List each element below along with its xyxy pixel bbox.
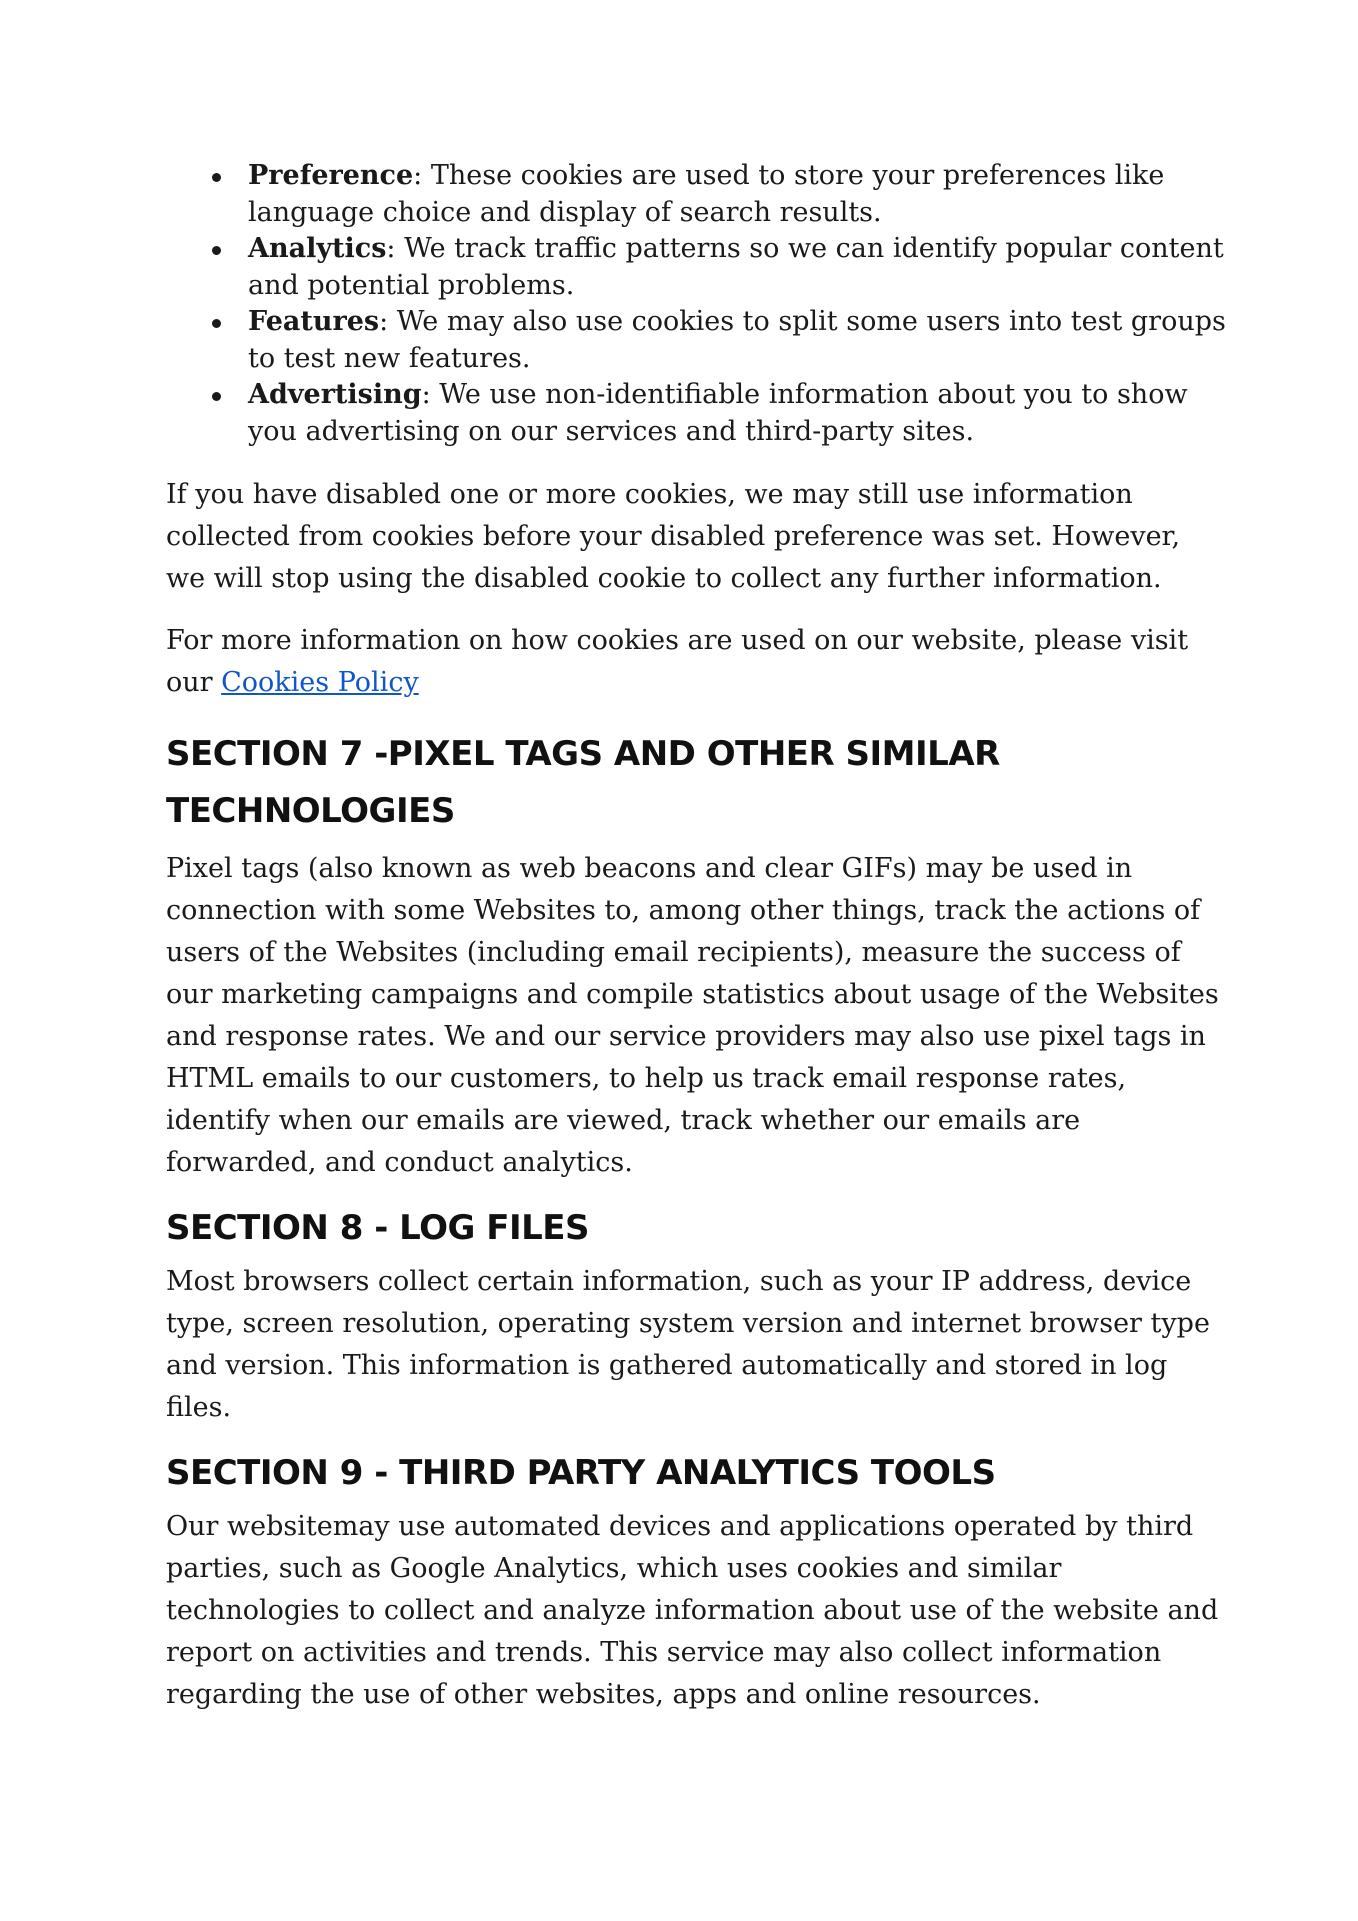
bullet-text: : We track traffic patterns so we can identify popular content and potential problems. bbox=[248, 233, 1224, 301]
bullet-icon bbox=[212, 319, 221, 328]
bullet-term: Advertising bbox=[248, 379, 422, 410]
disabled-cookies-paragraph: If you have disabled one or more cookies, we may still use information collected from cookies before your disabled preference was set. However, we will stop using the disabled cookie to collect any further information. bbox=[166, 479, 1181, 594]
section-7-body: Pixel tags (also known as web beacons and clear GIFs) may be used in connection with some Websites to, among other things, track the actions of users of the Websites (including email recipients), measure the success of our marketing campaigns and compile statistics about usage of the Websites and response rates. We and our service providers may also use pixel tags in HTML emails to our customers, to help us track email response rates, identify when our emails are viewed, track whether our emails are forwarded, and conduct analytics. bbox=[166, 853, 1219, 1178]
bullet-icon bbox=[212, 392, 221, 401]
bullet-term: Preference bbox=[248, 160, 414, 191]
bullet-text: : We may also use cookies to split some users into test groups to test new features. bbox=[248, 306, 1226, 374]
bullet-term: Analytics bbox=[248, 233, 387, 264]
bullet-term: Features bbox=[248, 306, 380, 337]
more-info-text: For more information on how cookies are used on our website, please visit our bbox=[166, 625, 1189, 698]
bullet-icon bbox=[212, 246, 221, 255]
section-7-heading: SECTION 7 -PIXEL TAGS AND OTHER SIMILAR TECHNOLOGIES bbox=[166, 734, 1000, 831]
section-8-body: Most browsers collect certain information, such as your IP address, device type, screen resolution, operating system version and internet browser type and version. This information is gathered automatically and stored in log files. bbox=[166, 1266, 1210, 1423]
list-item bbox=[166, 304, 1226, 377]
list-item bbox=[166, 158, 1226, 231]
section-8-heading: SECTION 8 - LOG FILES bbox=[166, 1208, 589, 1248]
cookies-policy-link[interactable]: Cookies Policy bbox=[221, 667, 419, 698]
bullet-icon bbox=[212, 173, 221, 182]
section-9-heading: SECTION 9 - THIRD PARTY ANALYTICS TOOLS bbox=[166, 1453, 996, 1493]
list-item bbox=[166, 377, 1226, 450]
cookie-types-list bbox=[166, 158, 1226, 450]
bullet-text: : These cookies are used to store your preferences like language choice and display of search results. bbox=[248, 160, 1165, 228]
more-info-paragraph bbox=[166, 620, 1226, 704]
list-item bbox=[166, 231, 1226, 304]
bullet-text: : We use non-identifiable information about you to show you advertising on our services and third-party sites. bbox=[248, 379, 1188, 447]
section-9-body: Our websitemay use automated devices and applications operated by third parties, such as Google Analytics, which uses cookies and similar technologies to collect and analyze information about use of the website and report on activities and trends. This service may also collect information regarding the use of other websites, apps and online resources. bbox=[166, 1511, 1219, 1710]
document-page bbox=[166, 158, 1226, 1716]
